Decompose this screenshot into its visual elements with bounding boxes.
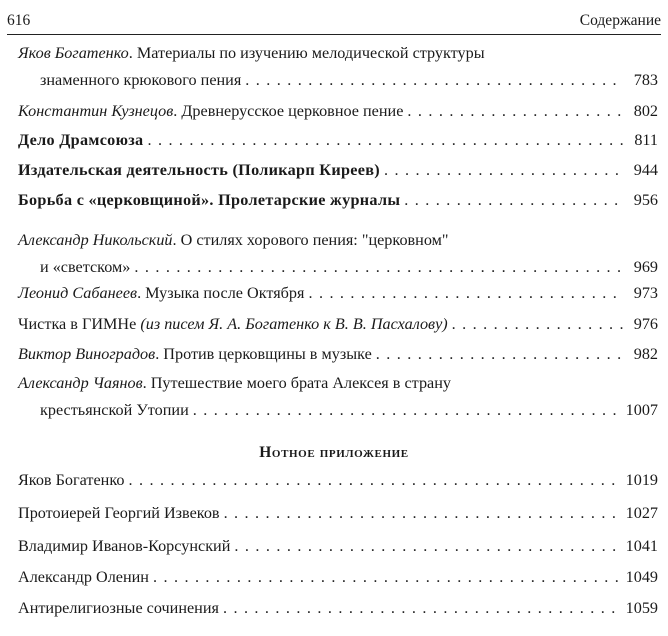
leader-dots [234, 533, 621, 560]
leader-dots [245, 67, 624, 94]
leader-dots [407, 98, 624, 125]
entry-title-cont: и «светском» [40, 258, 131, 276]
entry-page: 973 [633, 284, 658, 302]
leader-dots [376, 341, 624, 368]
leader-dots [223, 595, 622, 622]
entry-page: 783 [633, 71, 658, 89]
leader-dots [193, 397, 622, 424]
entry-page: 976 [633, 315, 658, 333]
entry-title: Чистка в ГИМНе [18, 315, 137, 333]
entry-title: Протоиерей Георгий Извеков [18, 504, 220, 522]
entry-title: Александр Оленин [18, 568, 149, 586]
entry-page: 811 [634, 131, 658, 149]
entry-page: 969 [633, 258, 658, 276]
entry-title: . Против церковщины в музыке [155, 345, 372, 363]
toc-entry[interactable] [18, 280, 658, 307]
entry-page: 982 [633, 345, 658, 363]
leader-dots [452, 311, 624, 338]
leader-dots [404, 187, 624, 214]
entry-author: Виктор Виноградов [18, 345, 156, 363]
entry-page: 1041 [625, 537, 658, 555]
entry-title: . Путешествие моего брата Алексея в страну [142, 374, 451, 392]
entry-page: 802 [633, 102, 658, 120]
entry-title: Антирелигиозные сочинения [18, 599, 219, 617]
entry-page: 956 [633, 191, 658, 209]
entry-page: 1027 [625, 504, 658, 522]
entry-page: 1019 [625, 471, 658, 489]
leader-dots [308, 280, 624, 307]
page-header [7, 8, 661, 35]
entry-subtitle: (из писем Я. А. Богатенко к В. В. Пасхалову) [140, 315, 448, 333]
entry-title: Дело Драмсоюза [18, 131, 144, 149]
entry-title: . Материалы по изучению мелодической структуры [128, 44, 485, 62]
section-title: Нотное приложение [259, 444, 409, 461]
leader-dots [224, 500, 622, 527]
toc-entry[interactable] [18, 98, 658, 125]
toc-entry[interactable] [18, 157, 658, 184]
toc-entry[interactable] [18, 533, 658, 560]
page-number: 616 [7, 12, 31, 29]
running-head: Содержание [579, 12, 661, 29]
toc-entry[interactable] [18, 370, 658, 424]
entry-title-cont: знаменного крюкового пения [40, 71, 242, 89]
leader-dots [153, 564, 622, 591]
entry-title: Владимир Иванов-Корсунский [18, 537, 231, 555]
entry-title: . Древнерусское церковное пение [173, 102, 404, 120]
entry-page: 1059 [625, 599, 658, 617]
toc-entry[interactable] [18, 127, 658, 154]
entry-page: 1007 [625, 401, 658, 419]
toc-entry[interactable] [18, 467, 658, 494]
leader-dots [147, 127, 624, 154]
toc-entry[interactable] [18, 595, 658, 622]
toc-entry[interactable] [18, 187, 658, 214]
entry-title: . Музыка после Октября [137, 284, 305, 302]
entry-author: Александр Никольский [18, 231, 173, 249]
leader-dots [134, 254, 624, 281]
entry-author: Яков Богатенко [18, 44, 129, 62]
entry-title: Издательская деятельность (Поликарп Киреев) [18, 161, 380, 179]
toc-entry[interactable] [18, 341, 658, 368]
toc-entry[interactable] [18, 500, 658, 527]
toc-entry[interactable] [18, 564, 658, 591]
entry-author: Александр Чаянов [18, 374, 143, 392]
entry-page: 1049 [625, 568, 658, 586]
entry-title: Борьба с «церковщиной». Пролетарские журналы [18, 191, 401, 209]
entry-author: Константин Кузнецов [18, 102, 174, 120]
entry-author: Леонид Сабанеев [18, 284, 138, 302]
entry-title-cont: крестьянской Утопии [40, 401, 189, 419]
toc-entry[interactable] [18, 227, 658, 281]
leader-dots [128, 467, 621, 494]
entry-title: . О стилях хорового пения: "церковном" [172, 231, 449, 249]
toc-entry[interactable] [18, 40, 658, 94]
toc-entry[interactable] [18, 311, 658, 338]
entry-title: Яков Богатенко [18, 471, 125, 489]
leader-dots [384, 157, 624, 184]
entry-page: 944 [633, 161, 658, 179]
